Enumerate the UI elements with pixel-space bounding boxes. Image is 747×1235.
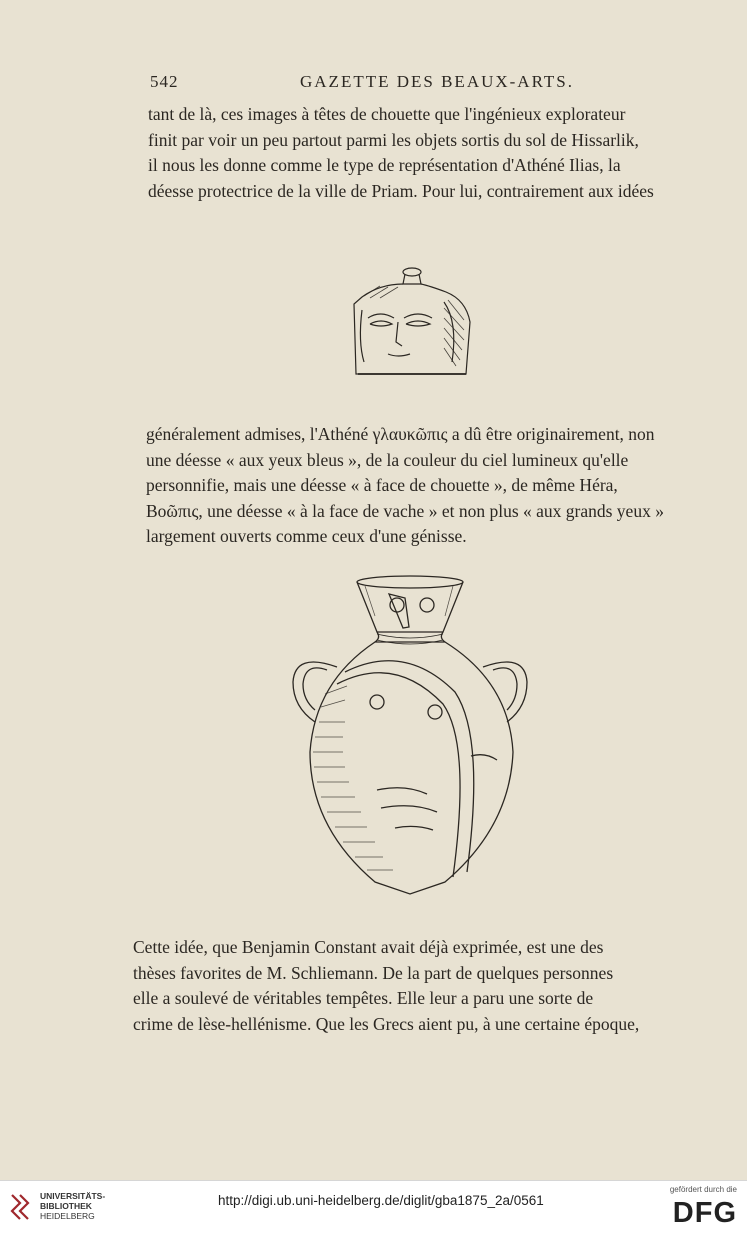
paragraph-1: [148, 102, 683, 204]
text-line: crime de lèse-hellénisme. Que les Grecs aient pu, à une certaine époque,: [133, 1013, 640, 1034]
page-number: 542: [150, 72, 179, 91]
text-line: Cette idée, que Benjamin Constant avait déjà exprimée, est une des: [133, 937, 604, 957]
text-line: Βοῶπις, une déesse « à la face de vache » et non plus « aux grands yeux »: [146, 500, 664, 521]
text-line: il nous les donne comme le type de représentation d'Athéné Ilias, la: [148, 155, 621, 175]
text-line: déesse protectrice de la ville de Priam. Pour lui, contrairement aux idées: [148, 180, 654, 201]
owl-face-lid-illustration: [340, 262, 480, 382]
face-vase-illustration: [285, 572, 535, 897]
dfg-logo: DFG: [672, 1197, 737, 1229]
library-name: UNIVERSITÄTS- BIBLIOTHEK HEIDELBERG: [40, 1191, 106, 1221]
text-line: thèses favorites de M. Schliemann. De la part de quelques personnes: [133, 962, 614, 983]
paragraph-3: [133, 935, 668, 1037]
permalink-url[interactable]: http://digi.ub.uni-heidelberg.de/diglit/gba1875_2a/0561: [218, 1193, 544, 1208]
text-line: tant de là, ces images à têtes de chouette que l'ingénieux explorateur: [148, 104, 626, 124]
text-line: une déesse « aux yeux bleus », de la couleur du ciel lumineux qu'elle: [146, 449, 629, 470]
text-line: généralement admises, l'Athéné γλαυκῶπις a dû être originairement, non: [146, 424, 655, 444]
text-line: personnifie, mais une déesse « à face de chouette », de même Héra,: [146, 475, 618, 495]
viewer-footer: [0, 1180, 747, 1235]
text-line: elle a soulevé de véritables tempêtes. Elle leur a paru une sorte de: [133, 988, 594, 1008]
heidelberg-library-logo-icon: [8, 1189, 32, 1225]
page-header: [150, 72, 690, 94]
funded-by-text: gefördert durch die: [669, 1185, 737, 1194]
text-line: finit par voir un peu partout parmi les objets sortis du sol de Hissarlik,: [148, 129, 639, 150]
text-line: largement ouverts comme ceux d'une génisse.: [146, 526, 467, 546]
journal-title: GAZETTE DES BEAUX-ARTS.: [300, 72, 574, 91]
paragraph-2: [146, 422, 682, 550]
